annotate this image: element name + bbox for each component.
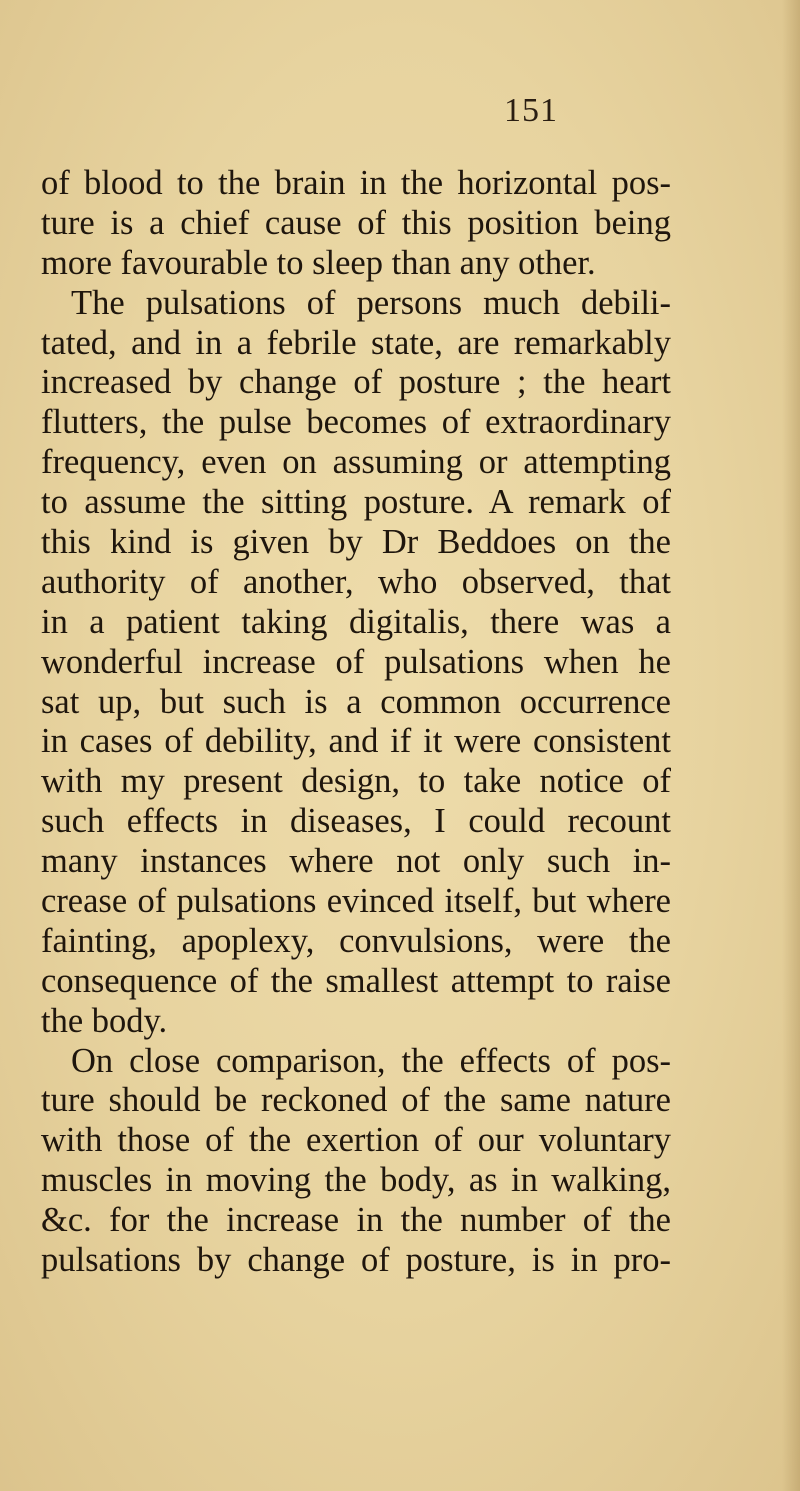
body-text: [41, 164, 671, 1281]
text-line: muscles in moving the body, as in walking,: [41, 1161, 671, 1200]
text-line: sat up, but such is a common occurrence: [41, 682, 671, 721]
text-line: fainting, apoplexy, convulsions, were the: [41, 921, 671, 960]
text-line: such effects in diseases, I could recount: [41, 802, 671, 841]
text-line: crease of pulsations evinced itself, but where: [41, 882, 671, 921]
text-line: On close comparison, the effects of pos-: [71, 1041, 671, 1080]
text-line: with my present design, to take notice of: [41, 762, 671, 801]
text-line: this kind is given by Dr Beddoes on the: [41, 523, 671, 562]
text-line: tated, and in a febrile state, are remarkably: [41, 323, 671, 362]
text-line: more favourable to sleep than any other.: [41, 243, 596, 282]
text-line: in a patient taking digitalis, there was a: [41, 602, 671, 641]
text-line: &c. for the increase in the number of the: [41, 1201, 671, 1240]
text-line: with those of the exertion of our voluntary: [41, 1121, 671, 1160]
text-line: wonderful increase of pulsations when he: [41, 642, 671, 681]
text-line: in cases of debility, and if it were consistent: [41, 722, 671, 761]
text-line: authority of another, who observed, that: [41, 562, 671, 601]
text-line: consequence of the smallest attempt to raise: [41, 961, 671, 1000]
text-line: pulsations by change of posture, is in pro-: [41, 1241, 671, 1280]
text-line: frequency, even on assuming or attempting: [41, 443, 671, 482]
text-line: to assume the sitting posture. A remark of: [41, 483, 671, 522]
text-line: ture is a chief cause of this position being: [41, 203, 671, 242]
text-line: increased by change of posture ; the heart: [41, 363, 671, 402]
text-line: ture should be reckoned of the same nature: [41, 1081, 671, 1120]
page-edge-shadow: [782, 0, 800, 1491]
page-number: 151: [504, 92, 558, 129]
text-line: the body.: [41, 1001, 168, 1040]
text-line: many instances where not only such in-: [41, 842, 671, 881]
text-line: of blood to the brain in the horizontal pos-: [41, 164, 671, 202]
text-line: flutters, the pulse becomes of extraordinary: [41, 403, 671, 442]
text-line: The pulsations of persons much debili-: [71, 283, 671, 322]
